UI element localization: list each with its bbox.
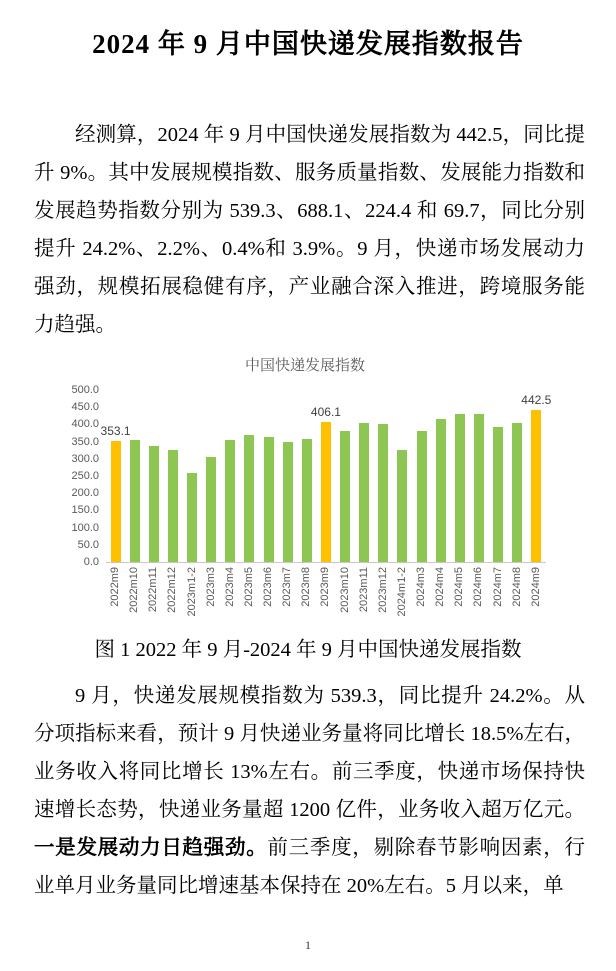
bar-slot [202,390,221,562]
x-axis-label: 2023m8 [300,567,313,607]
bar [474,414,484,562]
bar-highlighted [111,441,121,563]
x-axis-slot [393,567,412,617]
bar [206,457,216,562]
chart-body [64,384,552,568]
bar-slot [278,390,297,562]
bar [244,435,254,562]
page-number: 1 [305,938,311,952]
x-axis-slot [431,567,450,617]
bar-slot [144,390,163,562]
x-axis-slot [297,567,316,617]
bar-slot [240,390,259,562]
bar-slot [310,390,341,562]
x-axis-label: 2023m4 [223,567,236,607]
x-axis-label: 2024m4 [434,567,447,607]
bar-slot [355,390,374,562]
x-axis-slot [221,567,240,617]
bar [417,431,427,562]
bar [359,423,369,562]
x-axis-label: 2023m6 [262,567,275,607]
x-axis-slot [163,567,182,617]
bar [340,431,350,562]
bar-slot [469,390,488,562]
bar [149,446,159,562]
x-axis-slot [489,567,508,617]
x-axis-label: 2024m7 [491,567,504,607]
x-axis-label: 2023m1-2 [185,567,198,617]
x-axis-slot [144,567,163,617]
chart-x-axis [106,567,546,617]
x-axis-slot [469,567,488,617]
x-axis-label: 2023m7 [281,567,294,607]
bar [130,440,140,563]
x-axis-label: 2024m8 [510,567,523,607]
bar [455,414,465,562]
bar [302,439,312,563]
x-axis-slot [450,567,469,617]
chart-plot-area [100,390,552,563]
x-axis-label: 2024m5 [453,567,466,607]
bar-highlighted [531,410,541,562]
x-axis-slot [240,567,259,617]
bar-slot [450,390,469,562]
bar [397,450,407,562]
bar [436,419,446,562]
figure-caption: 图 1 2022 年 9 月-2024 年 9 月中国快递发展指数 [94,638,522,661]
y-axis-label: 400.0 [71,418,99,431]
bar [264,437,274,562]
x-axis-label: 2024m1-2 [395,567,408,617]
paragraph-details [34,677,585,905]
bar-slot [412,390,431,562]
x-axis-slot [412,567,431,617]
y-axis-label: 450.0 [71,401,99,414]
bar [225,440,235,562]
paragraph-details-bold-segment: 一是发展动力日趋强劲。 [34,836,268,859]
x-axis-label: 2023m3 [204,567,217,607]
y-axis-label: 200.0 [71,487,99,500]
x-axis-slot [508,567,527,617]
index-bar-chart [64,354,552,617]
x-axis-label: 2023m5 [242,567,255,607]
x-axis-slot [336,567,355,617]
y-axis-label: 350.0 [71,435,99,448]
bar-slot [521,390,552,562]
bar-slot [163,390,182,562]
paragraph-details-segment: 前三季度，剔除春节影响因素，行业单月业务量同比增速基本保持在 20%左右。5 月以来，单 [34,836,586,897]
bar-data-label: 406.1 [310,405,341,420]
x-axis-slot [278,567,297,617]
y-axis-label: 500.0 [71,384,99,396]
x-axis-slot [355,567,374,617]
bar-data-label: 353.1 [100,423,131,438]
x-axis-label: 2024m3 [415,567,428,607]
x-axis-slot [202,567,221,617]
x-axis-slot [183,567,202,617]
x-axis-label: 2024m6 [472,567,485,607]
x-axis-label: 2023m9 [319,567,332,607]
x-axis-label: 2023m10 [338,567,351,613]
x-axis-slot [527,567,546,617]
x-axis-slot [125,567,144,617]
x-axis-label: 2023m12 [376,567,389,613]
x-axis-slot [259,567,278,617]
bar [378,424,388,562]
paragraph-details-segment: 9 月，快递发展规模指数为 539.3，同比提升 24.2%。从分项指标来看，预计 9 月快递业务量将同比增长 18.5%左右，业务收入将同比增长 13%左右。前三季度，快递市场保持快速增长态势，快递业务量超 1200 亿件，业务收入超万亿元。 [34,684,585,821]
y-axis-label: 50.0 [77,538,99,551]
bar-slot [431,390,450,562]
x-axis-slot [316,567,335,617]
bar [512,423,522,562]
report-title: 2024 年 9 月中国快递发展指数报告 [92,29,524,59]
x-axis-label: 2022m10 [128,567,141,613]
bar-slot [508,390,527,562]
x-axis-slot [374,567,393,617]
bar-slot [221,390,240,562]
bar-slot [489,390,508,562]
bar [187,473,197,562]
bar-data-label: 442.5 [521,392,552,407]
bar-slot [393,390,412,562]
bar [283,442,293,562]
x-axis-slot [106,567,125,617]
x-axis-label: 2022m11 [147,567,160,613]
y-axis-label: 100.0 [71,521,99,534]
y-axis-label: 250.0 [71,470,99,482]
paragraph-overview: 经测算，2024 年 9 月中国快递发展指数为 442.5，同比提升 9%。其中发展规模指数、服务质量指数、发展能力指数和发展趋势指数分别为 539.3、688.1、224.4 和 69.7，同比分别提升 24.2%、2.2%、0.4%和 3.9%。9 月，快递市场发展动力强劲，规模拓展稳健有序，产业融合深入推进，跨境服务能力趋强。 [34,124,585,336]
x-axis-label: 2024m9 [529,567,542,607]
x-axis-label: 2023m11 [357,567,370,613]
x-axis-label: 2022m12 [166,567,179,613]
bar-highlighted [321,422,331,562]
y-axis-label: 150.0 [71,504,99,517]
chart-y-axis [64,384,106,568]
bar-slot [374,390,393,562]
bar-slot [183,390,202,562]
y-axis-label: 0.0 [83,556,99,568]
chart-title: 中国快递发展指数 [244,357,365,374]
bar-slot [100,390,131,562]
bar-slot [125,390,144,562]
bar-slot [259,390,278,562]
bar [168,450,178,562]
y-axis-label: 300.0 [71,452,99,465]
bar [493,427,503,562]
bar-slot [336,390,355,562]
x-axis-label: 2022m9 [109,567,122,607]
